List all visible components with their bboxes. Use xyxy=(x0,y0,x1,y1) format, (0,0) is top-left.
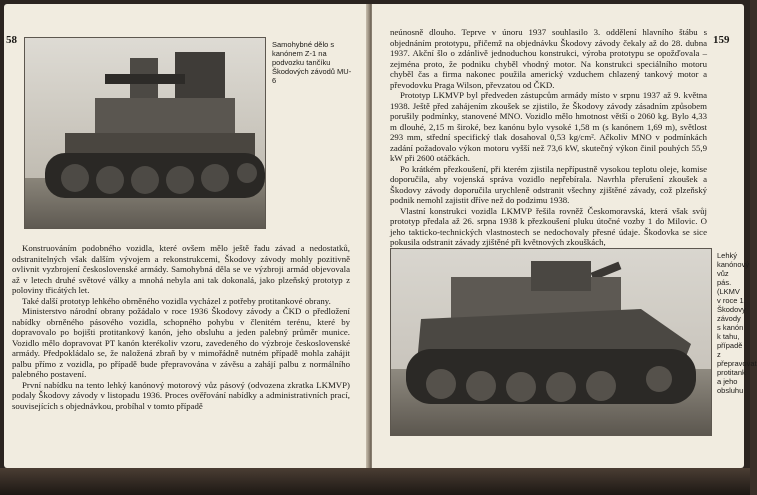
page-number-left: 58 xyxy=(6,34,17,46)
paragraph: Vlastní konstrukci vozidla LKMVP řešila rovněž Českomoravská, která však svůj prototyp předala až 26. srpna 1938 k přezkoušení pluku útočné vozby 1 do Milovic. O jeho takticko-technických vlastnostech se nedochovaly přesné údaje. Škodovka se sice pokusila odstranit závady zjištěné při květnových zkouškách, xyxy=(390,205,707,247)
paragraph: Ministerstvo národní obrany požádalo v roce 1936 Škodovy závody a ČKD o předložení nabídky obrněného pásového vozidla, schopného pohybu v členitém terénu, které by dopravovalo po bojišti protitankový kanón, jeho obsluhu a jeden palebný průměr munice. Vozidlo mělo dopravovat PT kanón kterékoliv vzoru, zavedeného do výzbroje československé armády. Předpokládalo se, že naložená zbraň by v mimořádně nutném případě mohla zahájit palbu přímo z vozidla, po případě bude přepravována v závěsu a zahájí palbu z normálního palebného postavení. xyxy=(12,306,350,379)
left-body-text xyxy=(12,243,350,411)
paragraph: První nabídku na tento lehký kanónový motorový vůz pásový (odvozena zkratka LKMVP) podaly Škodovy závody v listopadu 1936. Proces ověřování nabídky a administrativních prací, souvisejících s objednávkou, probíhal v tomto případě xyxy=(12,379,350,411)
right-body-text xyxy=(390,27,707,248)
book-bottom-edge xyxy=(0,468,750,495)
tank-photo-image xyxy=(391,249,711,435)
tank-photo-lkmvp xyxy=(390,248,712,436)
paragraph: Konstruováním podobného vozidla, které ovšem mělo ještě řadu závad a nedostatků, odstranitelných však dalším vývojem a rekonstrukcemi, Škodovy závody mohly pozitivně ovlivnit vyzbrojení československé armády. Samohybná děla se ve výzbroji armád objevovala až v letech druhé světové války a mnohá nebyla ani tak dokonalá, jako plzeňský prototyp z poloviny třicátých let. xyxy=(12,243,350,295)
photo-caption-right: Lehký kanónový vůz pás. (LKMV v roce 1 Škodovy závody s kanón k tahu, případě z přepravovat protitank a jeho obsluhu xyxy=(717,251,757,395)
paragraph: neúnosně dlouho. Teprve v únoru 1937 souhlasilo 3. oddělení hlavního štábu s objednáním prototypu, přičemž na objednávku Škodovy závody čekaly až do 28. dubna 1937. Akční šlo o zdánlivě jednoduchou konstrukci, výroba prototypu se opožďovala – zejména proto, že podniku chyběl vhodný motor. Na konstrukci speciálního motoru chyběl čas a firma nakonec použila americký vzduchem chlazený tankový motor a převodovku Praga Wilson, převzatou od ČKD. xyxy=(390,27,707,90)
paragraph: Po krátkém přezkoušení, při kterém zjistila nepřípustně vysokou teplotu oleje, komise doporučila, aby vojenská správa vozidlo nepřebírala. Navrhla přerušení zkoušek a Škodovy závody doporučila urychleně odstranit všechny zjištěné závady, což plzeňský podnik nemohl zajistit dříve než do podzimu 1938. xyxy=(390,163,707,205)
paragraph: Prototyp LKMVP byl předveden zástupcům armády místo v srpnu 1937 až 9. května 1938. Ještě před zahájením zkoušek se zjistilo, že Škodovy závody zásadním způsobem porušily podmínky, stanovené MNO. Vozidlo mělo hmotnost větší o 2060 kg. Bylo 4,33 m dlouhé, 2,15 m široké, bez kanónu bylo vysoké 1,58 m (s kanónem 1,69 m), světlost 293 mm, střední specifický tlak dosahoval 0,53 kg/cm². Ačkoliv MNO v podmínkách zadání požadovalo výkon motoru vyšší než 73,6 kW, skutečný výkon činil pouhých 55,9 kW při 2600 otáčkách. xyxy=(390,90,707,163)
paragraph: Také další prototyp lehkého obrněného vozidla vycházel z potřeby protitankové obrany. xyxy=(22,295,331,306)
photo-caption-left: Samohybné dělo s kanónem Z-1 na podvozku tančíku Škodových závodů MU-6 xyxy=(272,40,352,85)
left-page xyxy=(4,4,368,468)
tank-photo-self-propelled-gun xyxy=(24,37,266,229)
tank-photo-image xyxy=(25,38,265,228)
page-number-right: 159 xyxy=(713,34,730,46)
right-page xyxy=(372,4,757,468)
